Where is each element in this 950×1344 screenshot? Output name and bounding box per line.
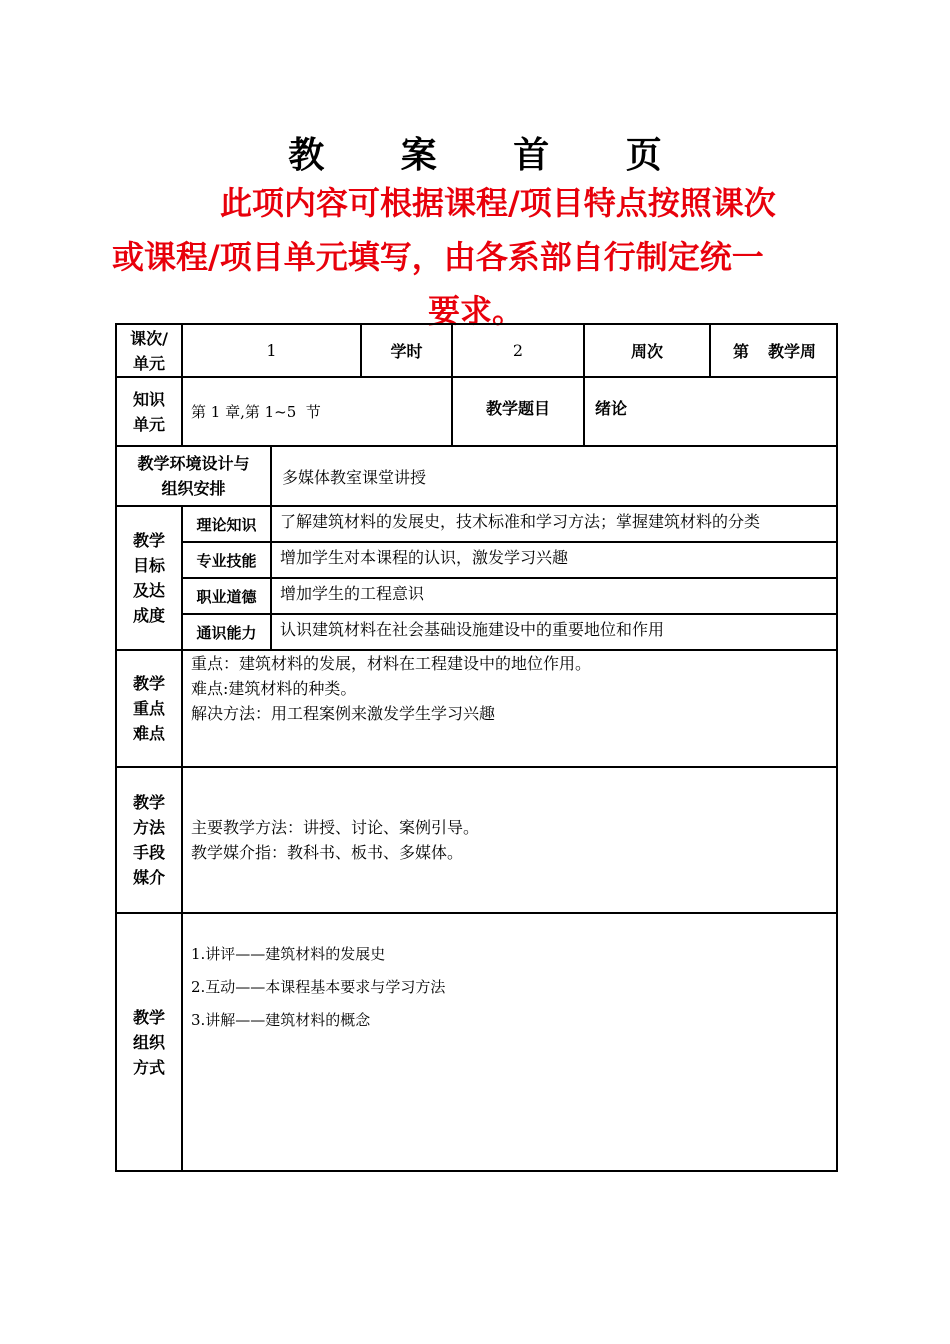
key-points-label-line: 难点	[132, 724, 165, 743]
organization-line: 1.讲评——建筑材料的发展史	[191, 945, 386, 963]
environment-label-b: 组织安排	[161, 479, 226, 498]
page-title: 教 案 首 页	[288, 135, 694, 176]
methods-label-line: 媒介	[132, 868, 165, 887]
unit-value: 第 1 章,第 1~5 节	[182, 377, 452, 446]
key-points-label-line: 教学	[132, 674, 165, 693]
objectives-label	[116, 506, 182, 650]
organization-label	[116, 913, 182, 1171]
method-line: 主要教学方法：讲授、讨论、案例引导。	[191, 818, 480, 837]
methods-label-line: 手段	[132, 843, 165, 862]
objective-value-skill: 增加学生对本课程的认识，激发学习兴趣	[271, 542, 837, 578]
organization-line: 2.互动——本课程基本要求与学习方法	[191, 978, 446, 996]
objective-label-skill: 专业技能	[182, 542, 271, 578]
week-value	[710, 324, 837, 377]
table-row	[116, 913, 837, 1171]
objective-value-ethics: 增加学生的工程意识	[271, 578, 837, 614]
objectives-label-line: 及达	[132, 581, 165, 600]
key-point-line: 重点：建筑材料的发展，材料在工程建设中的地位作用。	[191, 654, 592, 673]
objectives-label-line: 目标	[132, 556, 165, 575]
key-points-label	[116, 650, 182, 767]
notice-text	[112, 176, 840, 338]
environment-label	[116, 446, 271, 506]
methods-label-line: 教学	[132, 793, 165, 812]
notice-line-1: 此项内容可根据课程/项目特点按照课次	[220, 184, 776, 222]
table-row	[116, 377, 837, 446]
unit-label-a: 知识	[132, 389, 165, 409]
hours-label: 学时	[361, 324, 452, 377]
objective-label-general: 通识能力	[182, 614, 271, 650]
lesson-label-b: 单元	[132, 353, 165, 373]
environment-label-a: 教学环境设计与	[137, 454, 250, 473]
organization-label-line: 方式	[132, 1057, 165, 1077]
unit-label	[116, 377, 182, 446]
organization-line: 3.讲解——建筑材料的概念	[191, 1011, 371, 1029]
table-row	[116, 767, 837, 913]
objective-label-theory: 理论知识	[182, 506, 271, 542]
lesson-plan-table	[115, 323, 838, 1172]
methods-label	[116, 767, 182, 913]
objectives-label-line: 教学	[132, 531, 165, 550]
hours-value: 2	[452, 324, 584, 377]
environment-value: 多媒体教室课堂讲授	[271, 446, 837, 506]
objectives-label-line: 成度	[132, 606, 165, 625]
week-suffix: 教学周	[767, 342, 816, 361]
topic-value: 绪论	[584, 377, 837, 446]
method-line: 教学媒介指：教科书、板书、多媒体。	[191, 843, 464, 862]
table-row	[116, 578, 837, 614]
lesson-label	[116, 324, 182, 377]
table-row	[116, 324, 837, 377]
table-row	[116, 650, 837, 767]
week-label: 周次	[584, 324, 710, 377]
table-row	[116, 542, 837, 578]
organization-label-line: 组织	[132, 1032, 165, 1052]
table-row	[116, 614, 837, 650]
key-point-line: 难点:建筑材料的种类。	[191, 679, 357, 698]
objective-value-general: 认识建筑材料在社会基础设施建设中的重要地位和作用	[271, 614, 837, 650]
key-points-content	[182, 650, 837, 767]
notice-line-2: 或课程/项目单元填写，由各系部自行制定统一	[112, 238, 764, 276]
key-point-line: 解决方法：用工程案例来激发学生学习兴趣	[191, 704, 496, 723]
table-row	[116, 446, 837, 506]
table-row	[116, 506, 837, 542]
organization-label-line: 教学	[132, 1007, 165, 1027]
unit-label-b: 单元	[132, 414, 165, 434]
key-points-label-line: 重点	[132, 699, 165, 718]
methods-content	[182, 767, 837, 913]
notice-line-3: 要求。	[427, 292, 524, 330]
methods-label-line: 方法	[132, 818, 165, 837]
topic-label: 教学题目	[452, 377, 584, 446]
objective-value-theory: 了解建筑材料的发展史，技术标准和学习方法；掌握建筑材料的分类	[271, 506, 837, 542]
organization-content	[182, 913, 837, 1171]
week-prefix: 第	[733, 342, 750, 361]
lesson-value: 1	[182, 324, 361, 377]
objective-label-ethics: 职业道德	[182, 578, 271, 614]
lesson-label-a: 课次/	[130, 328, 168, 348]
